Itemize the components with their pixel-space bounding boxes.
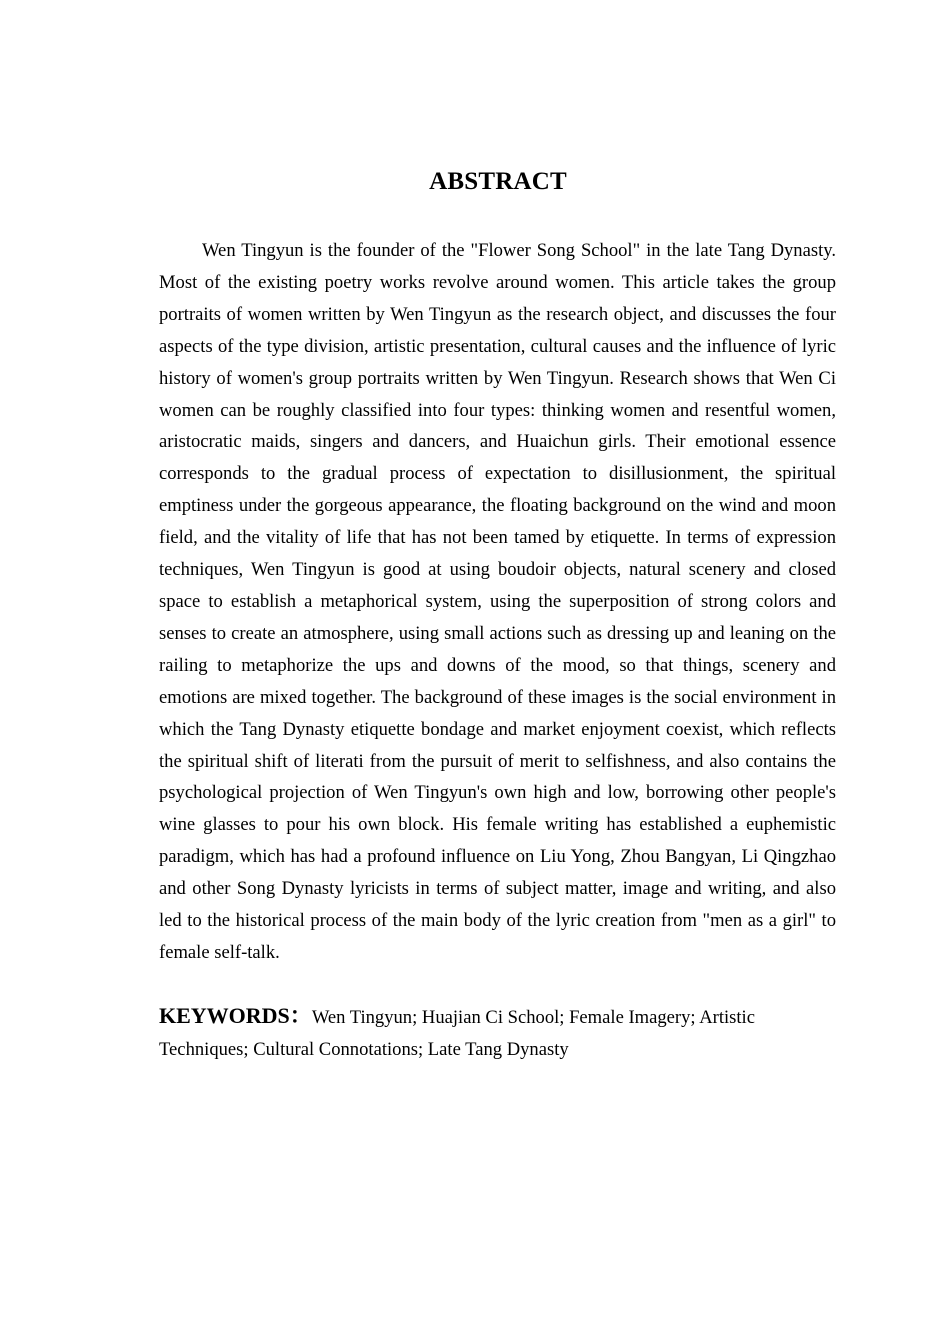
keywords-text: Wen Tingyun; Huajian Ci School; Female Imagery; Artistic Techniques; Cultural Connotations; Late Tang Dynasty: [159, 1007, 755, 1060]
abstract-paragraph: Wen Tingyun is the founder of the "Flower Song School" in the late Tang Dynasty. Most of the existing poetry works revolve around women. This article takes the group portraits of women written by Wen Tingyun as the research object, and discusses the four aspects of the type division, artistic presentation, cultural causes and the influence of lyric history of women's group portraits written by Wen Tingyun. Research shows that Wen Ci women can be roughly classified into four types: thinking women and resentful women, aristocratic maids, singers and dancers, and Huaichun girls. Their emotional essence corresponds to the gradual process of expectation to disillusionment, the spiritual emptiness under the gorgeous appearance, the floating background on the wind and moon field, and the vitality of life that has not been tamed by etiquette. In terms of expression techniques, Wen Tingyun is good at using boudoir objects, natural scenery and closed space to establish a metaphorical system, using the superposition of strong colors and senses to create an atmosphere, using small actions such as dressing up and leaning on the railing to metaphorize the ups and downs of the mood, so that things, scenery and emotions are mixed together. The background of these images is the social environment in which the Tang Dynasty etiquette bondage and market enjoyment coexist, which reflects the spiritual shift of literati from the pursuit of merit to selfishness, and also contains the psychological projection of Wen Tingyun's own high and low, borrowing other people's wine glasses to pour his own block. His female writing has established a euphemistic paradigm, which has had a profound influence on Liu Yong, Zhou Bangyan, Li Qingzhao and other Song Dynasty lyricists in terms of subject matter, image and writing, and also led to the historical process of the main body of the lyric creation from "men as a girl" to female self-talk.: [159, 240, 836, 963]
abstract-title: ABSTRACT: [429, 168, 567, 195]
keywords-label: KEYWORDS：: [159, 1003, 312, 1028]
keywords-line: [159, 1000, 836, 1066]
